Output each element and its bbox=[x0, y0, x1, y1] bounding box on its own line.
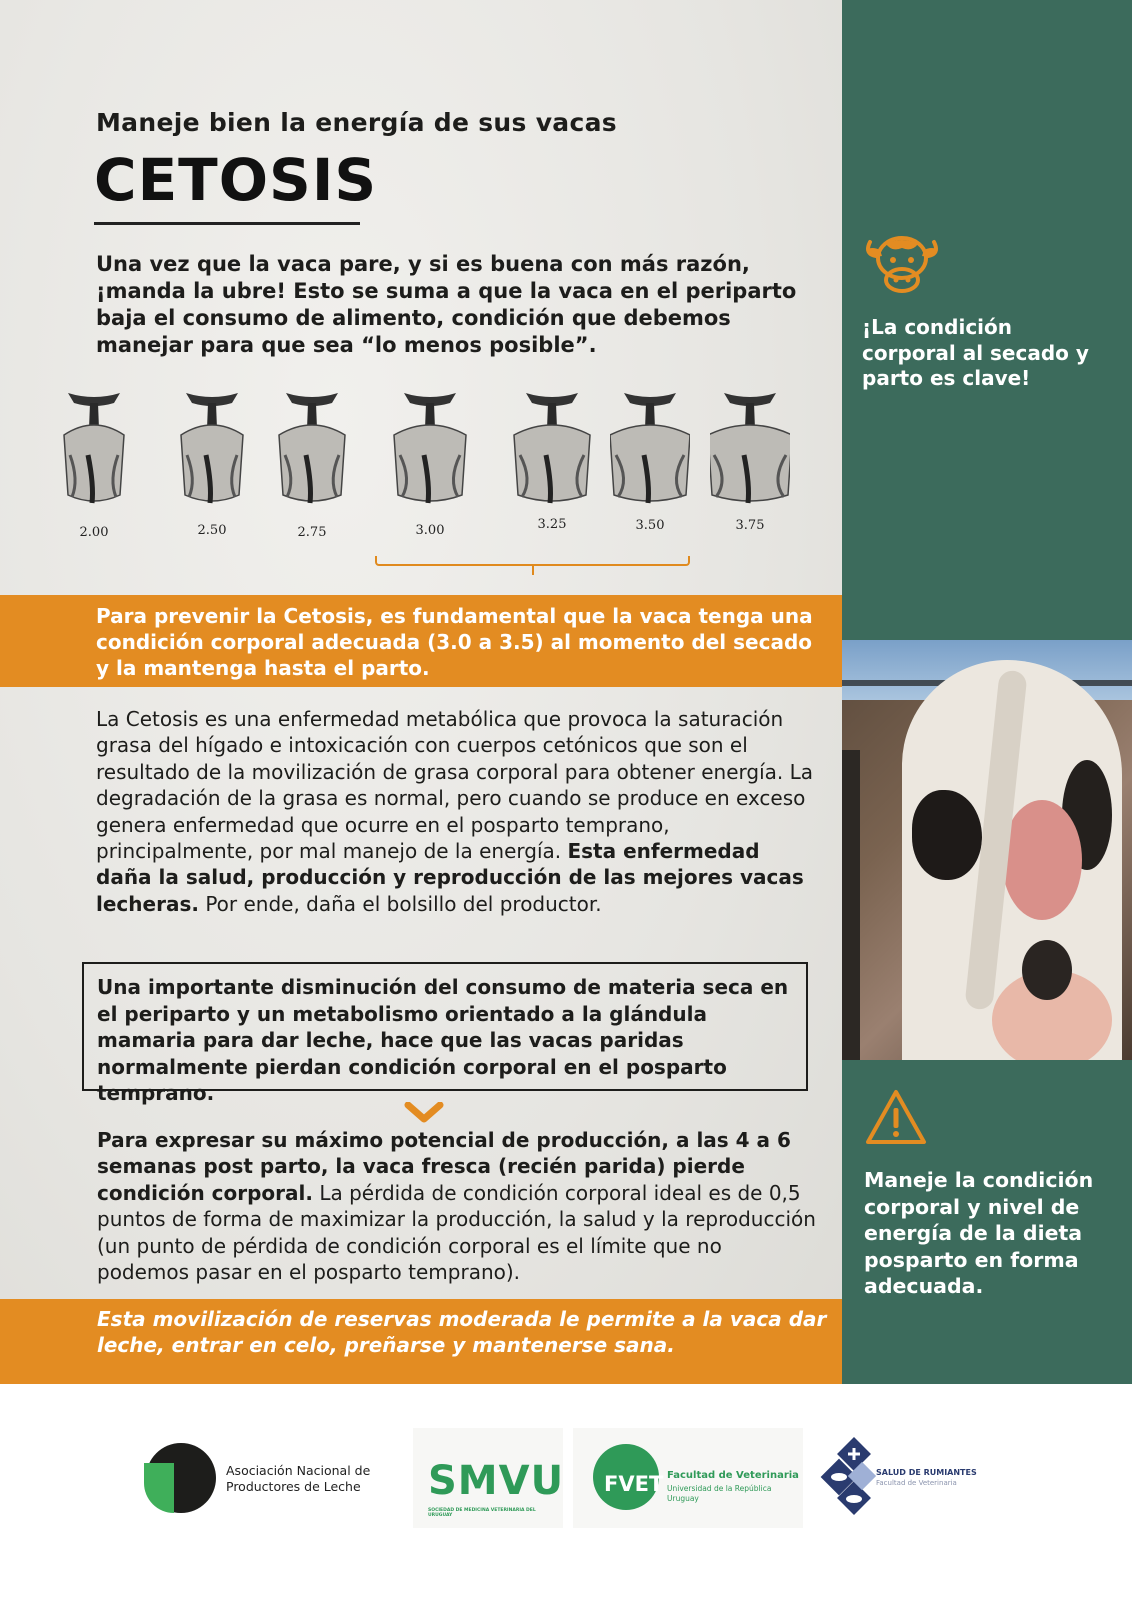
cow-rear-figure bbox=[54, 385, 134, 515]
smvu-subtitle: SOCIEDAD DE MEDICINA VETERINARIA DEL URUGUAY bbox=[428, 1508, 536, 1518]
salud-title: SALUD DE RUMIANTES bbox=[876, 1468, 977, 1477]
definition-paragraph bbox=[96, 706, 816, 917]
chevron-down-icon bbox=[404, 1102, 444, 1124]
sidebar-note-condition: ¡La condición corporal al secado y parto es clave! bbox=[862, 315, 1089, 390]
score-label: 2.50 bbox=[197, 523, 227, 538]
fvet-wordmark: FVET bbox=[604, 1472, 664, 1496]
salud-rumiantes-logo bbox=[812, 1428, 982, 1528]
cow-rear-figure bbox=[610, 385, 690, 515]
highlight-box bbox=[82, 962, 808, 1105]
definition-text: La Cetosis es una enfermedad metabólica que provoca la saturación grasa del hígado e intoxicación con cuerpos cetónicos que son el resultado de la movilización de grasa corporal para obtener energía. La degradación de la grasa es normal, pero cuando se produce en exceso genera enfermedad que ocurre en el posparto temprano, principalmente, por mal manejo de la energía. bbox=[96, 707, 814, 864]
score-label: 3.00 bbox=[415, 523, 445, 538]
fvet-title: Facultad de Veterinaria bbox=[667, 1470, 799, 1481]
fvet-country: Uruguay bbox=[667, 1494, 699, 1503]
score-label: 3.75 bbox=[735, 518, 765, 533]
cow-rear-figure bbox=[710, 385, 790, 515]
optimal-range-tick bbox=[532, 565, 534, 575]
reserves-text: Esta movilización de reservas moderada le permite a la vaca dar leche, entrar en celo, preñarse y mantenerse sana. bbox=[97, 1307, 827, 1357]
anpl-name: Asociación Nacional de Productores de Leche bbox=[226, 1463, 371, 1494]
cow-head-icon bbox=[862, 232, 942, 296]
intro-paragraph: Una vez que la vaca pare, y si es buena con más razón, ¡manda la ubre! Esto se suma a que la vaca en el periparto baja el consumo de alimento, condición que debemos manejar para que sea “lo menos posible”. bbox=[96, 252, 797, 357]
definition-closing: Por ende, daña el bolsillo del productor. bbox=[205, 891, 602, 916]
smvu-logo bbox=[413, 1428, 563, 1528]
cow-photo bbox=[842, 640, 1132, 1060]
cow-rear-figure bbox=[512, 385, 592, 515]
prevention-text: Para prevenir la Cetosis, es fundamental que la vaca tenga una condición corporal adecuada (3.0 a 3.5) al momento del secado y la mantenga hasta el parto. bbox=[96, 604, 813, 680]
fvet-university: Universidad de la República bbox=[667, 1484, 772, 1493]
score-label: 2.00 bbox=[79, 525, 109, 540]
smvu-wordmark: SMVU bbox=[428, 1458, 565, 1504]
salud-subtitle: Facultad de Veterinaria bbox=[876, 1479, 957, 1487]
cow-rear-figure bbox=[272, 385, 352, 515]
title-underline bbox=[94, 222, 360, 225]
body-condition-scale bbox=[50, 385, 810, 585]
production-paragraph bbox=[97, 1127, 817, 1285]
cow-rear-figure bbox=[172, 385, 252, 515]
sidebar-note-management: Maneje la condición corporal y nivel de energía de la dieta posparto en forma adecuada. bbox=[864, 1168, 1094, 1298]
salud-diamond-icon bbox=[812, 1428, 912, 1528]
prevention-band bbox=[0, 595, 842, 687]
fvet-logo bbox=[573, 1428, 803, 1528]
highlight-text: Una importante disminución del consumo de materia seca en el periparto y un metabolismo orientado a la glándula mamaria para dar leche, hace que las vacas paridas normalmente pierdan condición corporal en el posparto temprano. bbox=[97, 975, 789, 1105]
production-emphasis: Para expresar su máximo potencial de producción, a las 4 a 6 semanas post parto, la vaca fresca (recién parida) pierde condición corporal. bbox=[97, 1128, 791, 1205]
score-label: 2.75 bbox=[297, 525, 327, 540]
page-title: CETOSIS bbox=[94, 146, 378, 214]
score-label: 3.50 bbox=[635, 518, 665, 533]
anpl-cow-icon bbox=[146, 1443, 216, 1513]
warning-icon bbox=[864, 1088, 928, 1146]
anpl-logo bbox=[146, 1428, 406, 1528]
production-text: La pérdida de condición corporal ideal es de 0,5 puntos de forma de maximizar la producción, la salud y la reproducción (un punto de pérdida de condición corporal es el límite que no podemos pasar en el posparto temprano). bbox=[97, 1180, 816, 1285]
page-subtitle: Maneje bien la energía de sus vacas bbox=[96, 108, 617, 137]
score-label: 3.25 bbox=[537, 517, 567, 532]
cow-rear-figure bbox=[390, 385, 470, 515]
definition-emphasis: Esta enfermedad daña la salud, producción y reproducción de las mejores vacas lecheras. bbox=[96, 839, 804, 916]
reserves-band bbox=[0, 1299, 842, 1384]
